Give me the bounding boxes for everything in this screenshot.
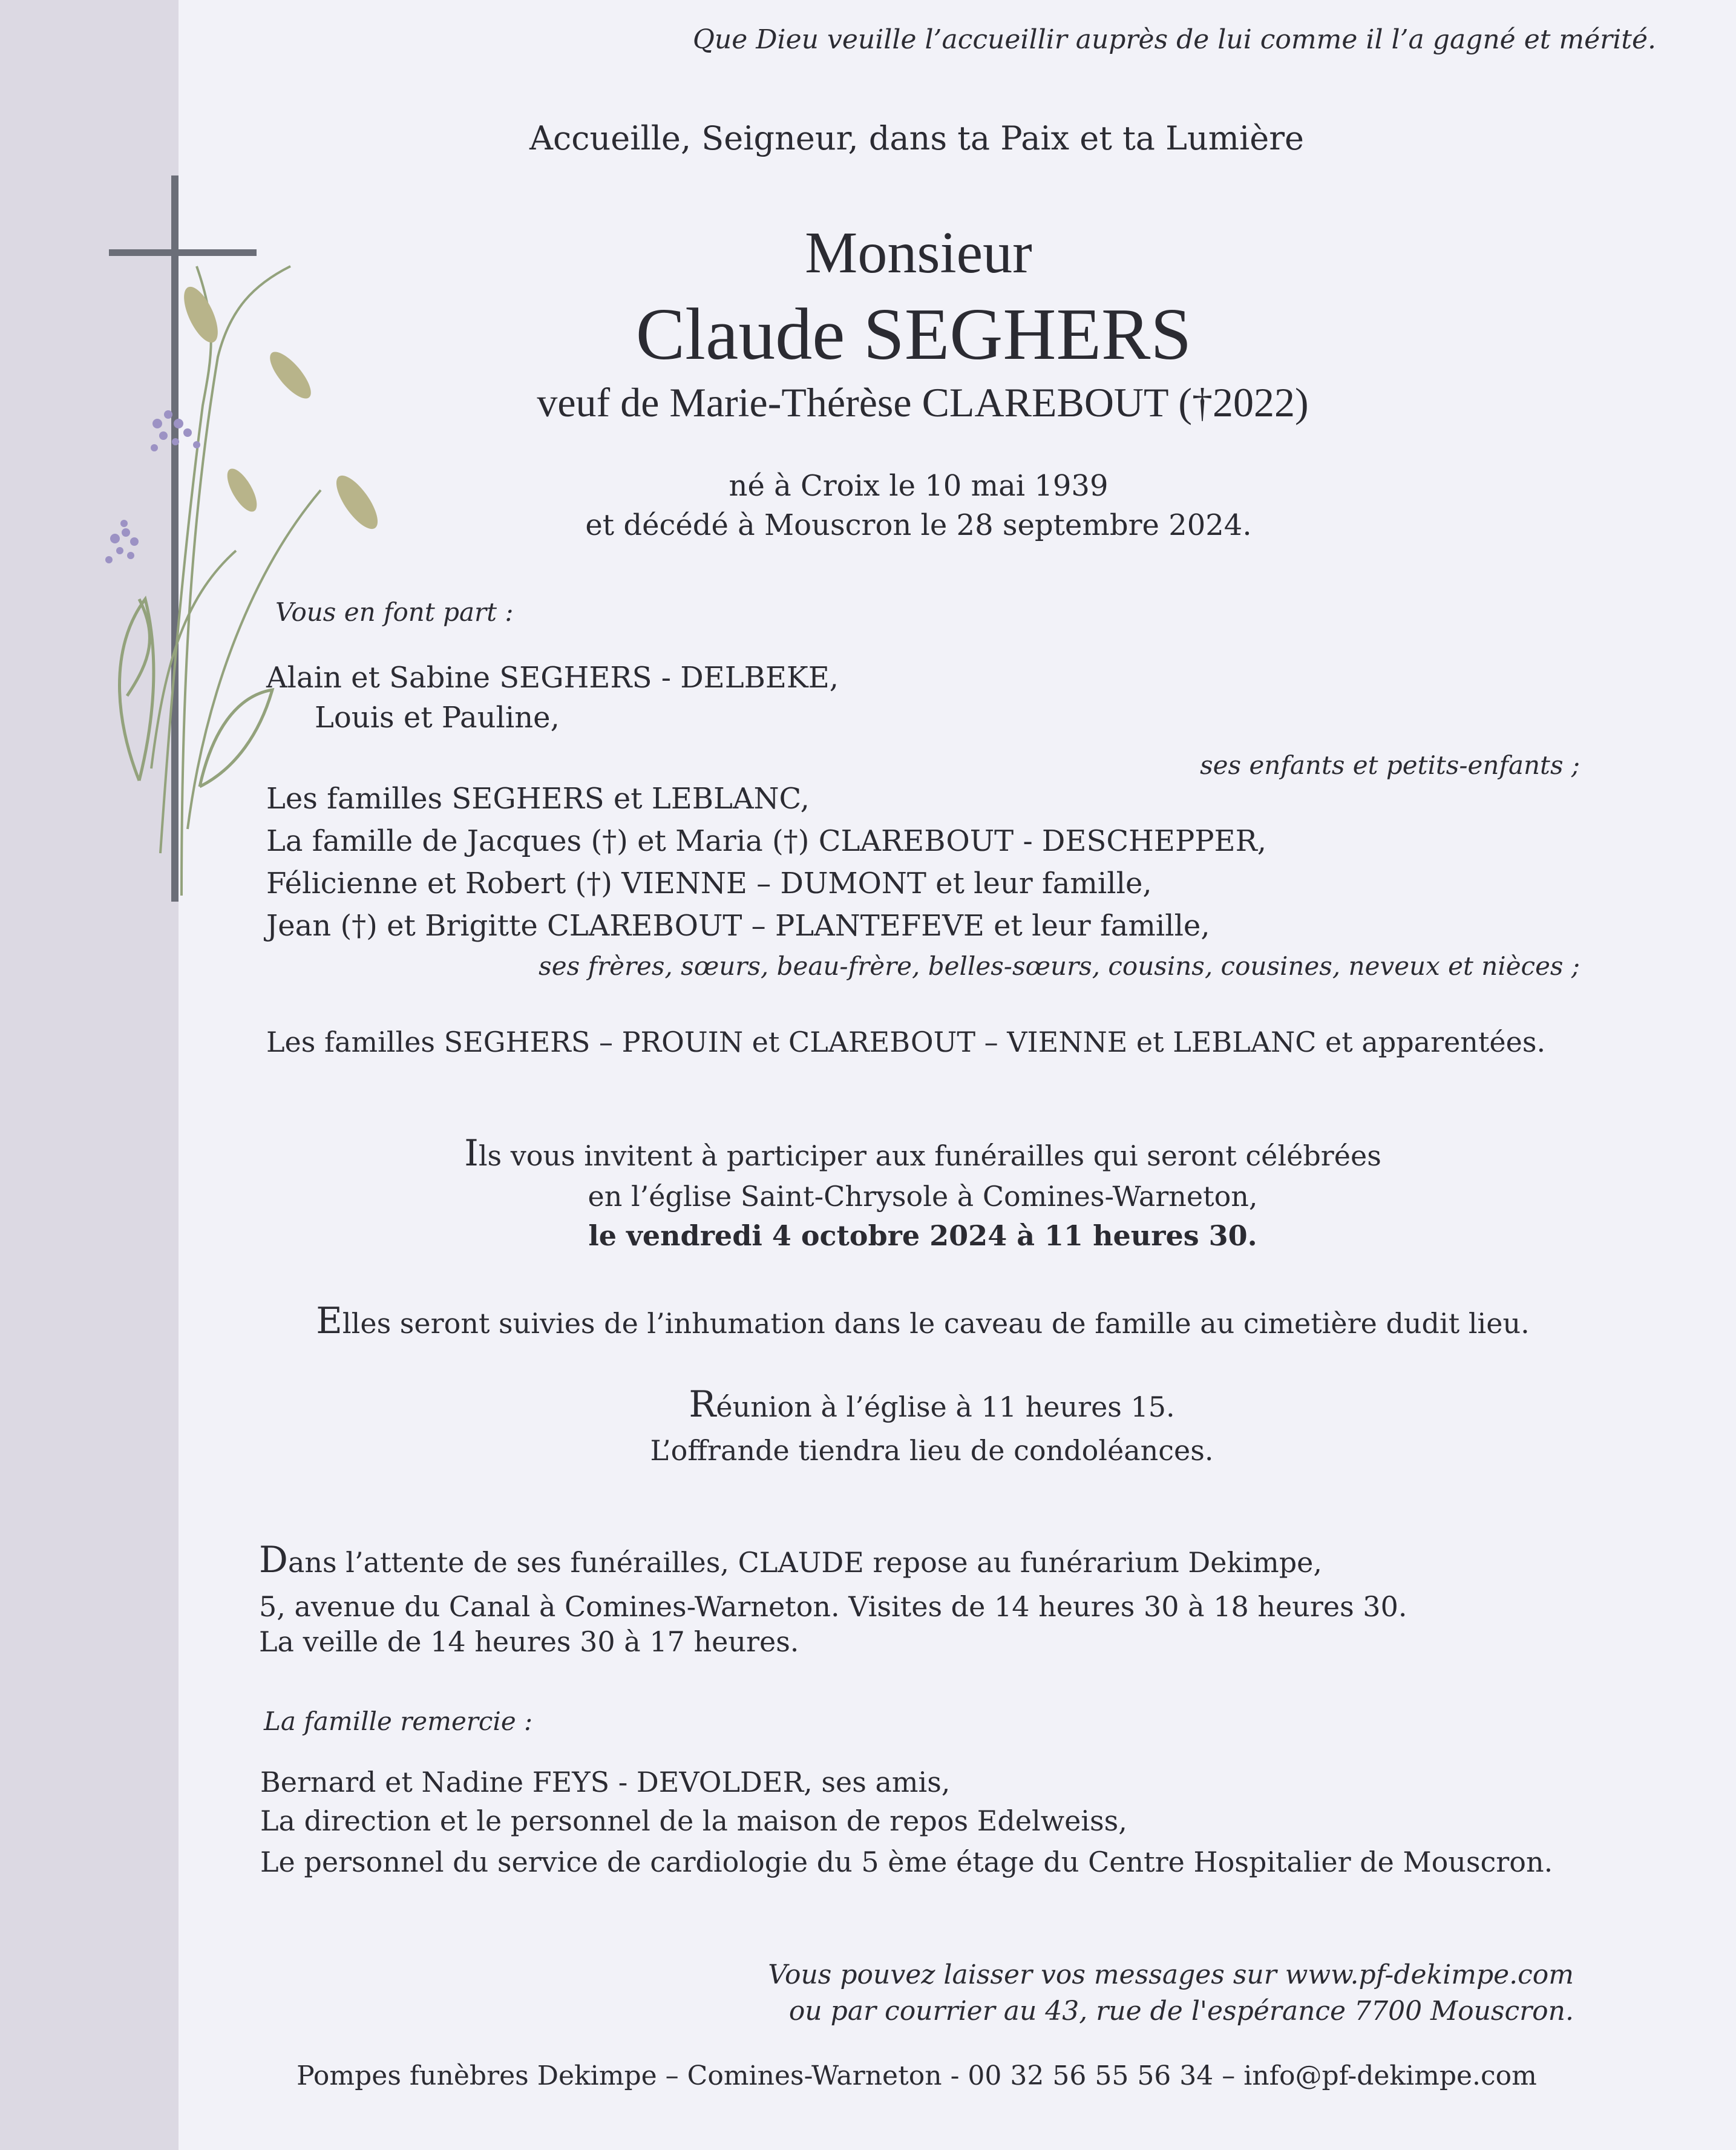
death-line: et décédé à Mouscron le 28 septembre 2024. bbox=[585, 508, 1252, 542]
prayer-line: Accueille, Seigneur, dans ta Paix et ta Lumière bbox=[529, 119, 1305, 157]
children-line-1: Alain et Sabine SEGHERS - DELBEKE, bbox=[266, 661, 839, 695]
dropcap: R bbox=[689, 1383, 716, 1426]
thanks-line-2: La direction et le personnel de la maison de repos Edelweiss, bbox=[260, 1804, 1127, 1837]
meeting-line-1: Réunion à l’église à 11 heures 15. bbox=[689, 1383, 1175, 1426]
dropcap: D bbox=[259, 1539, 288, 1581]
epigraph: Que Dieu veuille l’accueillir auprès de lui comme il l’a gagné et mérité. bbox=[692, 24, 1656, 55]
siblings-line-3: Félicienne et Robert (†) VIENNE – DUMONT et leur famille, bbox=[266, 867, 1152, 900]
siblings-relation: ses frères, sœurs, beau-frère, belles-sœurs, cousins, cousines, neveux et nièces ; bbox=[539, 951, 1580, 981]
visitation-line-1: Dans l’attente de ses funérailles, CLAUDE repose au funérarium Dekimpe, bbox=[259, 1539, 1322, 1581]
burial-line: Elles seront suivies de l’inhumation dans le caveau de famille au cimetière dudit lieu. bbox=[316, 1300, 1530, 1342]
invitation-line-2: en l’église Saint-Chrysole à Comines-Warneton, bbox=[588, 1180, 1258, 1213]
deceased-name: Claude SEGHERS bbox=[635, 293, 1192, 375]
thanks-line-1: Bernard et Nadine FEYS - DEVOLDER, ses amis, bbox=[260, 1766, 951, 1798]
siblings-line-1: Les familles SEGHERS et LEBLANC, bbox=[266, 782, 810, 816]
messages-line-2: ou par courrier au 43, rue de l'espérance 7700 Mouscron. bbox=[788, 1996, 1574, 2027]
visitation-line-3: La veille de 14 heures 30 à 17 heures. bbox=[259, 1625, 799, 1658]
spouse-line: veuf de Marie-Thérèse CLAREBOUT (†2022) bbox=[537, 379, 1309, 425]
funeral-home-footer: Pompes funèbres Dekimpe – Comines-Warneton - 00 32 56 55 56 34 – info@pf-dekimpe.com bbox=[296, 2060, 1537, 2091]
wheat-ear-icon bbox=[177, 282, 385, 535]
birth-line: né à Croix le 10 mai 1939 bbox=[729, 469, 1109, 503]
funeral-date: le vendredi 4 octobre 2024 à 11 heures 30. bbox=[588, 1219, 1257, 1252]
children-line-2: Louis et Pauline, bbox=[315, 701, 560, 735]
announcers-label: Vous en font part : bbox=[275, 597, 514, 627]
thanks-label: La famille remercie : bbox=[264, 1706, 533, 1736]
meeting-line-2: L’offrande tiendra lieu de condoléances. bbox=[650, 1434, 1214, 1467]
siblings-line-2: La famille de Jacques (†) et Maria (†) CLAREBOUT - DESCHEPPER, bbox=[266, 824, 1266, 858]
relatives-line: Les familles SEGHERS – PROUIN et CLAREBOUT – VIENNE et LEBLANC et apparentées. bbox=[266, 1026, 1546, 1058]
visitation-line-2: 5, avenue du Canal à Comines-Warneton. Visites de 14 heures 30 à 18 heures 30. bbox=[259, 1590, 1407, 1623]
siblings-line-4: Jean (†) et Brigitte CLAREBOUT – PLANTEFEVE et leur famille, bbox=[266, 909, 1210, 943]
children-relation: ses enfants et petits-enfants ; bbox=[1200, 750, 1580, 780]
messages-line-1: Vous pouvez laisser vos messages sur www.pf-dekimpe.com bbox=[768, 1959, 1574, 1990]
thanks-line-3: Le personnel du service de cardiologie du 5 ème étage du Centre Hospitalier de Mouscron. bbox=[260, 1846, 1553, 1878]
dropcap: I bbox=[464, 1132, 479, 1175]
invitation-line-1: Ils vous invitent à participer aux funérailles qui seront célébrées bbox=[464, 1132, 1381, 1175]
leaves bbox=[120, 599, 273, 787]
dropcap: E bbox=[316, 1300, 342, 1342]
honorific: Monsieur bbox=[805, 220, 1032, 286]
